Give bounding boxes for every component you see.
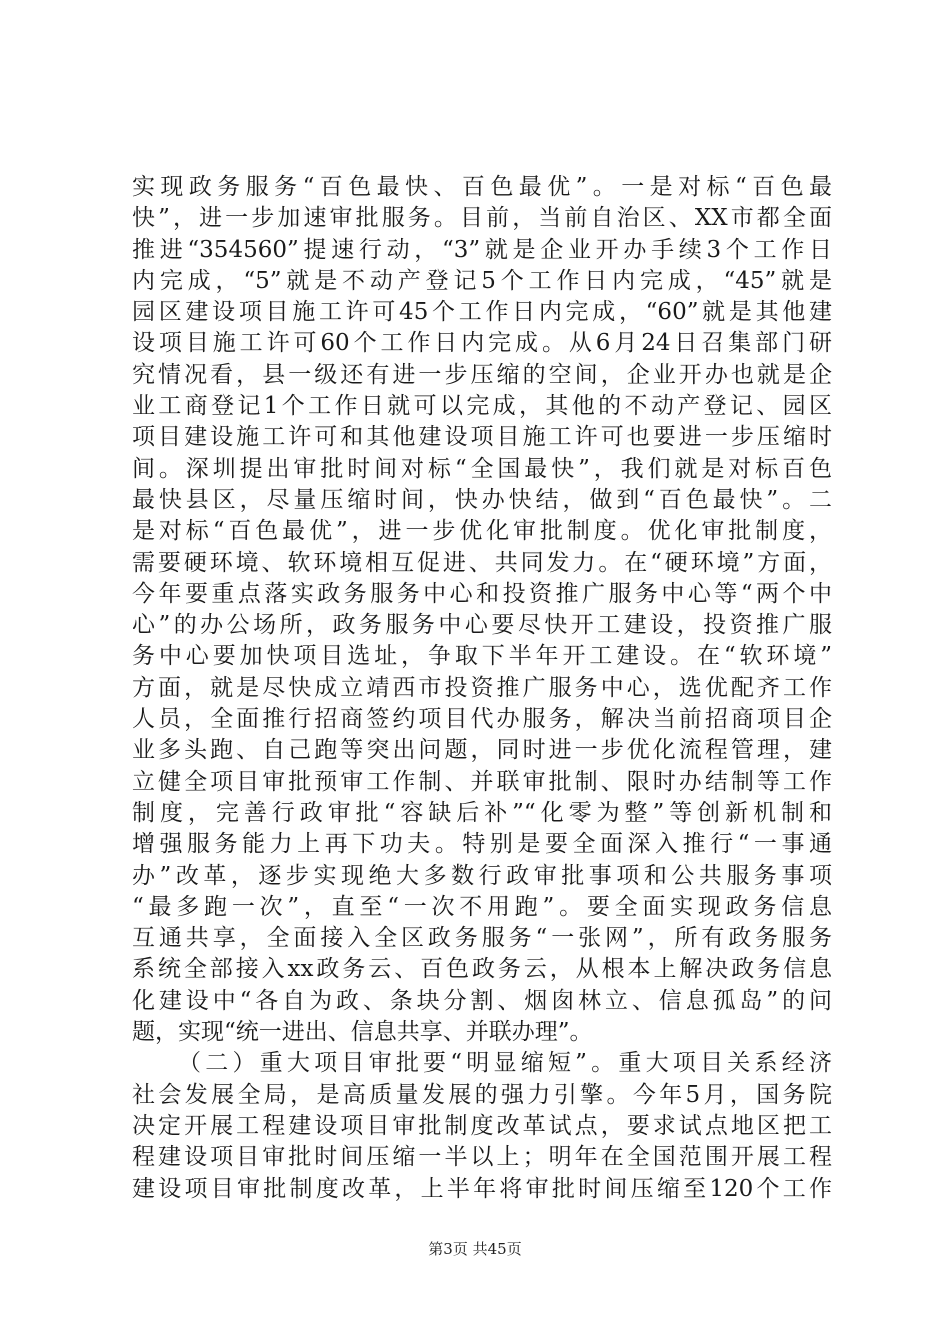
text-line: 心”的办公场所，政务服务中心要尽快开工建设，投资推广服 — [132, 612, 832, 639]
page-footer: 第3页 共45页 — [428, 1240, 522, 1258]
text-line: 间。深圳提出审批时间对标“全国最快”，我们就是对标百色 — [132, 455, 832, 482]
text-line: 程建设项目审批时间压缩一半以上；明年在全国范围开展工程 — [132, 1144, 832, 1171]
text-line: 互通共享，全面接入全区政务服务“一张网”，所有政务服务 — [132, 925, 832, 952]
text-line: 项目建设施工许可和其他建设项目施工许可也要进一步压缩时 — [132, 424, 832, 451]
text-line: 实现政务服务“百色最快、百色最优”。一是对标“百色最 — [132, 174, 832, 200]
section-heading-line: （二）重大项目审批要“明显缩短”。重大项目关系经济 — [178, 1050, 832, 1077]
text-line: 业多头跑、自己跑等突出问题，同时进一步优化流程管理，建 — [132, 737, 832, 764]
text-line: 内完成，“5”就是不动产登记5个工作日内完成，“45”就是 — [132, 267, 832, 294]
text-line: 社会发展全局，是高质量发展的强力引擎。今年5月，国务院 — [132, 1081, 832, 1108]
text-line: 务中心要加快项目选址，争取下半年开工建设。在“软环境” — [132, 643, 832, 670]
text-line: 立健全项目审批预审工作制、并联审批制、限时办结制等工作 — [132, 768, 832, 795]
text-line: 系统全部接入xx政务云、百色政务云，从根本上解决政务信息 — [132, 956, 832, 983]
text-line: 方面，就是尽快成立靖西市投资推广服务中心，选优配齐工作 — [132, 674, 832, 701]
text-line: 是对标“百色最优”，进一步优化审批制度。优化审批制度， — [132, 518, 832, 545]
text-line: 业工商登记1个工作日就可以完成，其他的不动产登记、园区 — [132, 393, 832, 420]
text-line: 建设项目审批制度改革，上半年将审批时间压缩至120个工作 — [132, 1175, 832, 1202]
text-line: 决定开展工程建设项目审批制度改革试点，要求试点地区把工 — [132, 1112, 832, 1139]
text-line: 题，实现“统一进出、信息共享、并联办理”。 — [132, 1019, 593, 1046]
text-line: 园区建设项目施工许可45个工作日内完成，“60”就是其他建 — [132, 299, 832, 326]
text-line: 化建设中“各自为政、条块分割、烟囱林立、信息孤岛”的问 — [132, 987, 832, 1014]
text-line: 制度，完善行政审批“容缺后补”“化零为整”等创新机制和 — [132, 799, 832, 826]
text-line: 设项目施工许可60个工作日内完成。从6月24日召集部门研 — [132, 330, 832, 357]
text-line: 今年要重点落实政务服务中心和投资推广服务中心等“两个中 — [132, 580, 832, 607]
text-line: 最快县区，尽量压缩时间，快办快结，做到“百色最快”。二 — [132, 486, 832, 513]
text-line: 人员，全面推行招商签约项目代办服务，解决当前招商项目企 — [132, 706, 832, 733]
text-line: 快”，进一步加速审批服务。目前，当前自治区、XX市都全面 — [132, 205, 832, 232]
text-line: 增强服务能力上再下功夫。特别是要全面深入推行“一事通 — [132, 831, 832, 858]
text-line: 办”改革，逐步实现绝大多数行政审批事项和公共服务事项 — [132, 862, 832, 889]
text-line: “最多跑一次”，直至“一次不用跑”。要全面实现政务信息 — [132, 893, 832, 920]
text-line: 究情况看，县一级还有进一步压缩的空间，企业开办也就是企 — [132, 361, 832, 388]
text-line: 推进“354560”提速行动，“3”就是企业开办手续3个工作日 — [132, 236, 832, 263]
text-line: 需要硬环境、软环境相互促进、共同发力。在“硬环境”方面， — [132, 549, 832, 576]
body-text — [132, 172, 832, 1205]
